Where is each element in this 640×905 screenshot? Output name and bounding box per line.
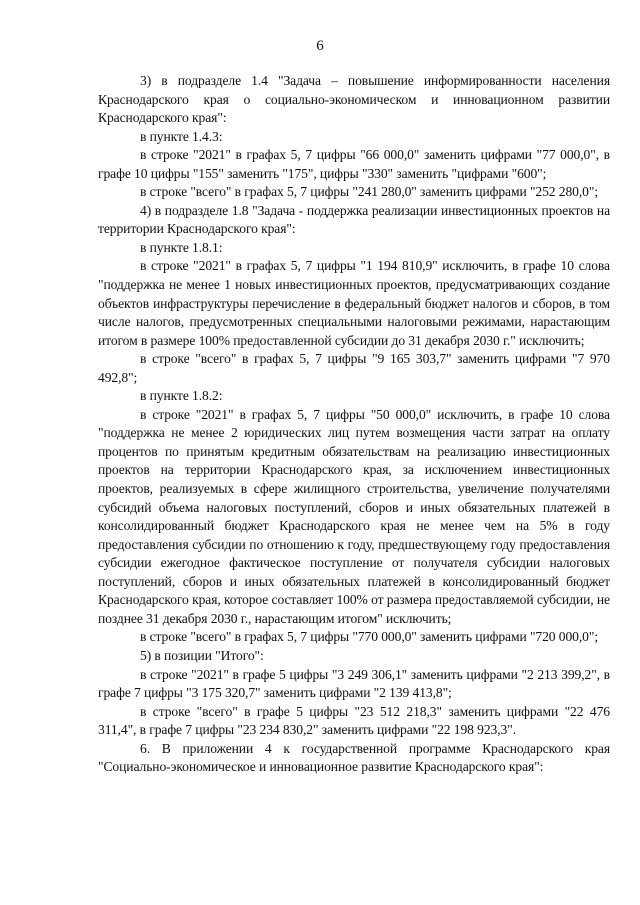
paragraph-row-2021-1-8-1: в строке "2021" в графах 5, 7 цифры "1 194 810,9" исключить, в графе 10 слова "поддержка не менее 1 новых инвестиционных проектов, предусматривающих создание объектов инфраструктуры перечисление в федеральный бюджет налогов и сборов, в том числе налогов, предусмотренных специальными налоговыми режимами, нарастающим итогом в размере 100% предоставленной субсидии до 31 декабря 2030 г." исключить; bbox=[98, 258, 610, 348]
paragraph-itogo-row-2021: в строке "2021" в графе 5 цифры "3 249 306,1" заменить цифрами "2 213 399,2", в графе 7 цифры "3 175 320,7" заменить цифрами "2 139 413,8"; bbox=[98, 666, 610, 701]
paragraph-position-itogo: 5) в позиции "Итого": bbox=[140, 647, 264, 663]
paragraph-appendix-4: 6. В приложении 4 к государственной программе Краснодарского края "Социально-экономическое и инновационное развитие Краснодарского края": bbox=[98, 740, 610, 775]
paragraph-item-1-4-3: в пункте 1.4.3: bbox=[140, 128, 223, 144]
paragraph-row-total-1-8-1: в строке "всего" в графах 5, 7 цифры "9 165 303,7" заменить цифрами "7 970 492,8"; bbox=[98, 351, 610, 385]
paragraph-subsection-1-8: 4) в подразделе 1.8 "Задача - поддержка реализации инвестиционных проектов на территории Краснодарского края": bbox=[98, 202, 610, 237]
paragraph-item-1-8-1: в пункте 1.8.1: bbox=[140, 239, 223, 255]
paragraph-row-2021-1-4-3: в строке "2021" в графах 5, 7 цифры "66 000,0" заменить цифрами "77 000,0", в графе 10 цифры "155" заменить "175", цифры "330" заменить "цифрами "600"; bbox=[98, 147, 610, 181]
paragraph-row-2021-1-8-2: в строке "2021" в графах 5, 7 цифры "50 000,0" исключить, в графе 10 слова "поддержка не менее 2 юридических лиц путем возмещения части затрат на оплату процентов по принятым кредитным обязательствам на реализацию инвестиционных проектов на территории Краснодарского края, за исключением инвестиционных проектов, реализуемых в сфере жилищного строительства, увеличение получателями субсидий объема налоговых поступлений, сборов и иных обязательных платежей в консолидированный бюджет Краснодарского края не менее чем на 5% в году предоставления субсидии по отношению к году, предшествующему году предоставления субсидии ежегодное фактическое поступление от получателя субсидии налоговых поступлений, сборов и иных обязательных платежей в консолидированный бюджет Краснодарского края, которое составляет 100% от размера предоставляемой субсидии, не позднее 31 декабря 2030 г., нарастающим итогом" исключить; bbox=[98, 406, 610, 626]
paragraph-item-1-8-2: в пункте 1.8.2: bbox=[140, 388, 223, 404]
page-number: 6 bbox=[316, 38, 324, 54]
paragraph-itogo-row-total: в строке "всего" в графе 5 цифры "23 512 218,3" заменить цифрами "22 476 311,4", в графе 7 цифры "23 234 830,2" заменить цифрами "22 198 923,3". bbox=[98, 703, 610, 738]
paragraph-row-total-1-4-3: в строке "всего" в графах 5, 7 цифры "241 280,0" заменить цифрами "252 280,0"; bbox=[140, 184, 598, 200]
paragraph-row-total-1-8-2: в строке "всего" в графах 5, 7 цифры "770 000,0" заменить цифрами "720 000,0"; bbox=[140, 629, 598, 645]
document-body bbox=[98, 72, 610, 777]
paragraph-subsection-1-4: 3) в подразделе 1.4 "Задача – повышение информированности населения Краснодарского края о социально-экономическом и инновационном развитии Краснодарского края": bbox=[98, 73, 610, 126]
